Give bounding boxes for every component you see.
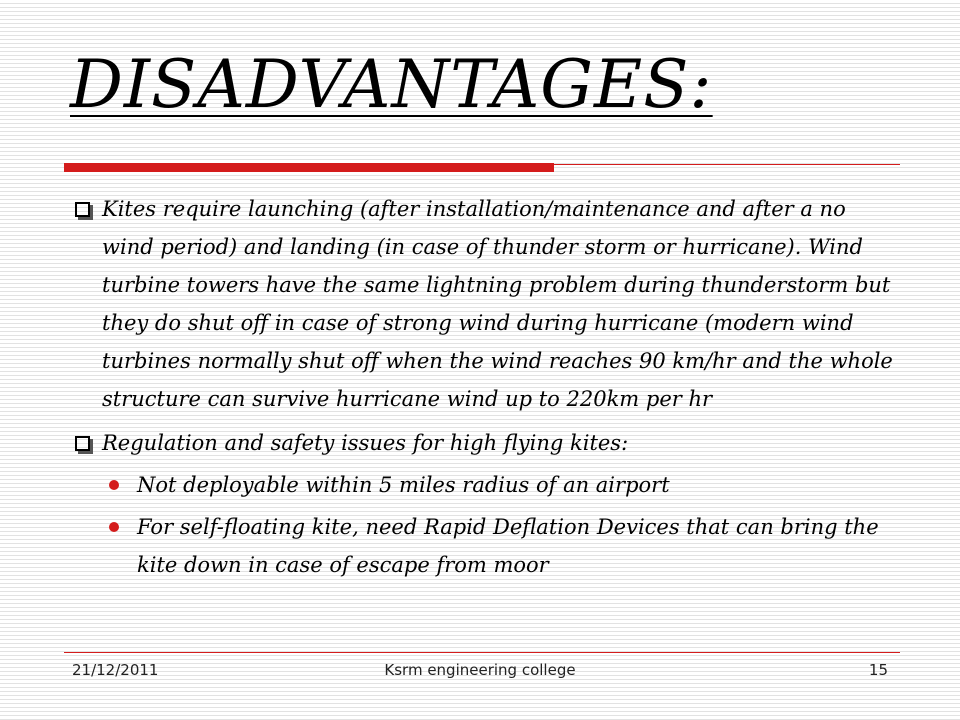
slide-title: DISADVANTAGES:: [70, 46, 713, 123]
title-accent-rule: [64, 163, 554, 172]
sub-bullet-item: [109, 508, 895, 584]
bullet-text: Regulation and safety issues for high flying kites:: [102, 431, 629, 455]
footer-rule: [64, 652, 900, 653]
footer-date: 21/12/2011: [72, 661, 159, 679]
sub-bullet-text: For self-floating kite, need Rapid Deflation Devices that can bring the kite down in case of escape from moor: [137, 515, 879, 577]
bullet-item: [75, 424, 895, 462]
dot-bullet-icon: [109, 480, 119, 490]
bullet-item: [75, 190, 895, 418]
dot-bullet-icon: [109, 522, 119, 532]
square-bullet-icon: [75, 436, 90, 451]
bullet-text: Kites require launching (after installation/maintenance and after a no wind period) and landing (in case of thunder storm or hurricane). Wind turbine towers have the same lightning problem during thunderstorm but they do shut off in case of strong wind during hurricane (modern wind turbines normally shut off when the wind reaches 90 km/hr and the whole structure can survive hurricane wind up to 220km per hr: [102, 197, 893, 411]
square-bullet-icon: [75, 202, 90, 217]
footer-center-text: Ksrm engineering college: [384, 661, 576, 679]
sub-bullet-item: [109, 466, 895, 504]
sub-bullet-text: Not deployable within 5 miles radius of an airport: [137, 473, 670, 497]
title-thin-rule: [554, 164, 900, 165]
footer-page-number: 15: [868, 661, 888, 679]
slide-body: [75, 190, 895, 584]
